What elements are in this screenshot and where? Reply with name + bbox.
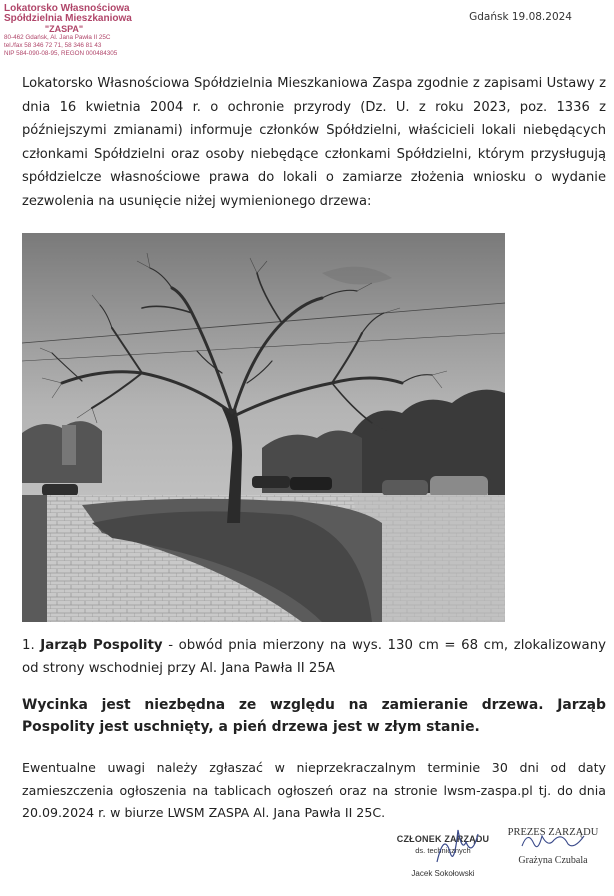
president-handwritten-signature — [518, 826, 588, 856]
organization-stamp — [4, 4, 154, 58]
member-title: CZŁONEK ZARZĄDU — [396, 834, 490, 844]
president-name: Grażyna Czubala — [518, 855, 588, 866]
remarks-paragraph: Ewentualne uwagi należy zgłaszać w nieprzekraczalnym terminie 30 dni od daty zamieszczenia ogłoszenia na tablicach ogłoszeń oraz na stronie lwsm-zaspa.pl tj. do dnia 20.09.2024 r. w biurze LWSM ZASPA Al. Jana Pawła II 25C. — [22, 760, 606, 820]
stamp-line-2: Spółdzielnia Mieszkaniowa — [4, 13, 132, 24]
member-name: Jacek Sokołowski — [411, 869, 475, 878]
tree-description — [22, 634, 606, 680]
document-date: Gdańsk 19.08.2024 — [469, 11, 572, 23]
stamp-nip: NIP 584-090-08-95, REGON 000484305 — [4, 50, 118, 57]
tree-details: - obwód pnia mierzony na wys. 130 cm = 68 cm, zlokalizowany od strony wschodniej przy Al. Jana Pawła II 25A — [22, 638, 606, 676]
removal-justification: Wycinka jest niezbędna ze względu na zamieranie drzewa. Jarząb Pospolity jest uschnięty, a pień drzewa jest w złym stanie. — [22, 697, 606, 735]
tree-name: Jarząb Pospolity — [40, 638, 163, 653]
president-title: PREZES ZARZĄDU — [507, 827, 599, 838]
tree-number: 1. — [22, 638, 35, 653]
stamp-line-1: Lokatorsko Własnościowa — [4, 3, 130, 14]
stamp-address: 80-462 Gdańsk, Al. Jana Pawła II 25C — [4, 34, 111, 41]
member-subtitle: ds. technicznych — [415, 846, 471, 855]
member-handwritten-signature — [432, 822, 482, 872]
stamp-phone: tel./fax 58 346 72 71, 58 346 81 43 — [4, 42, 102, 49]
intro-paragraph: Lokatorsko Własnościowa Spółdzielnia Mieszkaniowa Zaspa zgodnie z zapisami Ustawy z dnia 16 kwietnia 2004 r. o ochronie przyrody (Dz. U. z roku 2023, poz. 1336 z późniejszymi zmianami) informuje członków Spółdzielni, właścicieli lokali niebędących członkami Spółdzielni oraz osoby niebędące członkami Spółdzielni, którym przysługują spółdzielcze własnościowe prawa do lokali o zamiarze złożenia wniosku o wydanie zezwolenia na usunięcie niżej wymienionego drzewa: — [22, 76, 606, 209]
stamp-line-3: "ZASPA" — [44, 24, 84, 34]
tree-photo — [22, 233, 505, 622]
